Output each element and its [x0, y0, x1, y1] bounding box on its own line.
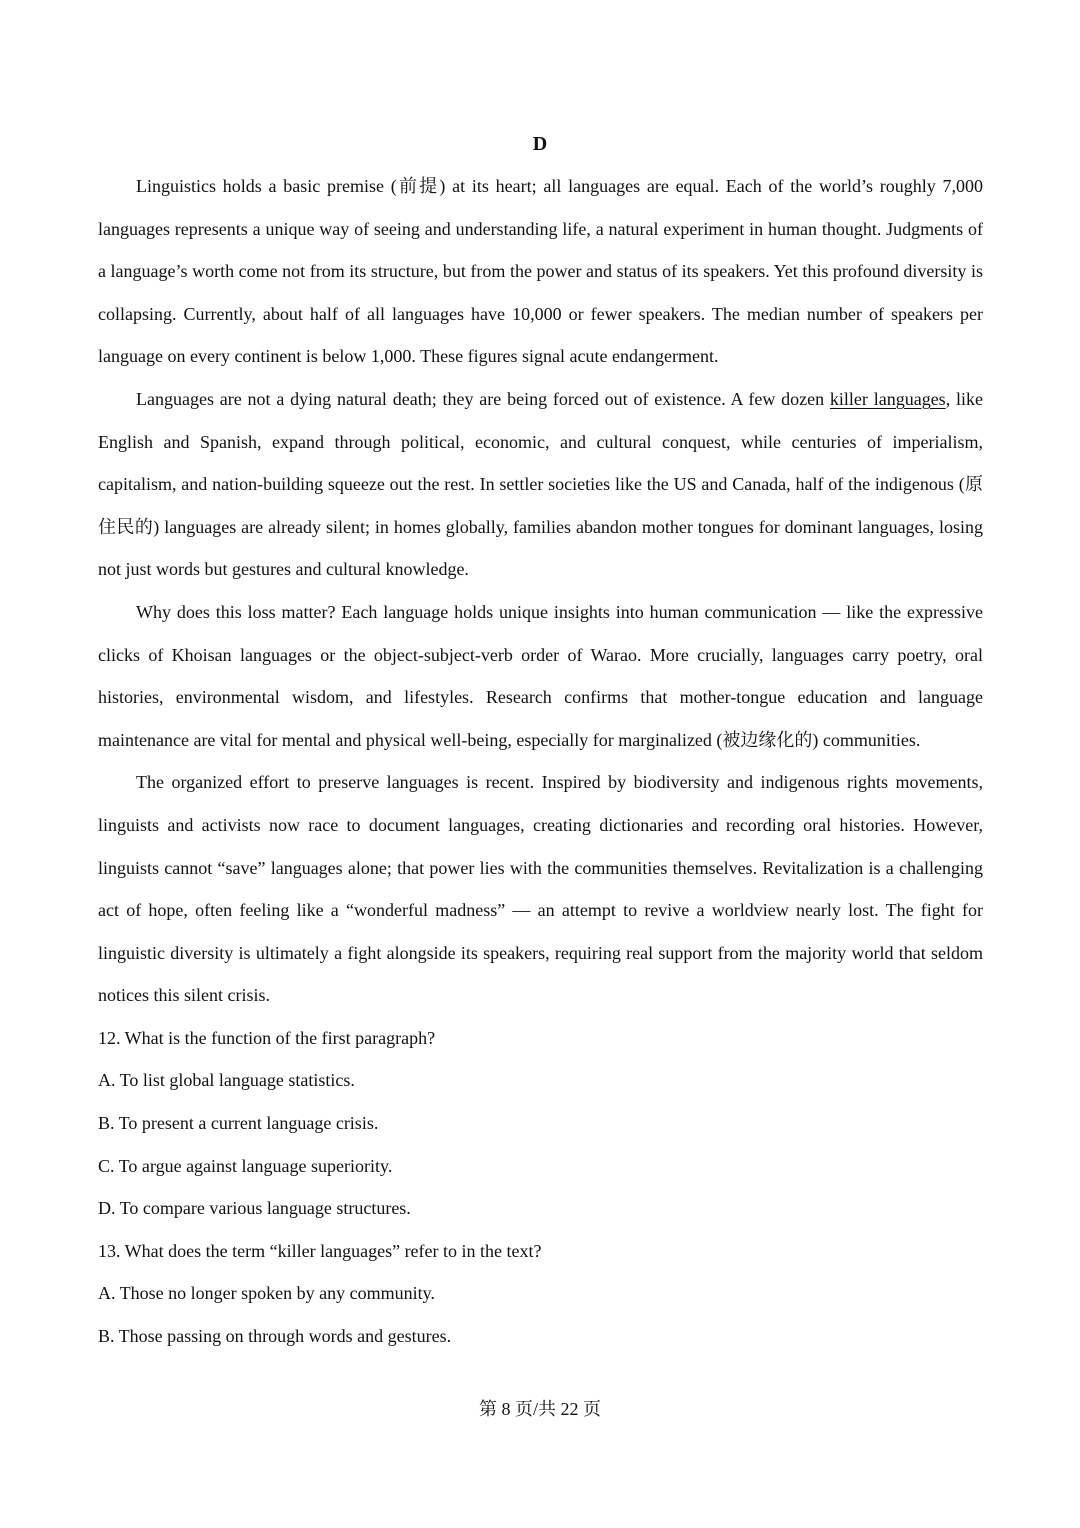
- question-12-option-d: D. To compare various language structures.: [98, 1198, 411, 1219]
- question-12: [98, 1017, 983, 1230]
- question-12-option-a: A. To list global language statistics.: [98, 1070, 355, 1091]
- page-footer: 第 8 页/共 22 页: [478, 1399, 601, 1419]
- paragraph-2: [98, 378, 983, 591]
- question-12-stem: 12. What is the function of the first paragraph?: [98, 1027, 436, 1048]
- paragraph-3: Why does this loss matter? Each language holds unique insights into human communication — like the expressive clicks of Khoisan languages or the object-subject-verb order of Warao. More crucially, languages carry poetry, oral histories, environmental wisdom, and lifestyles. Research confirms that mother-tongue education and language maintenance are vital for mental and physical well-being, especially for marginalized (被边缘化的) communities.: [98, 601, 983, 750]
- paragraph-2-text-after: , like English and Spanish, expand through political, economic, and cultural conquest, while centuries of imperialism, capitalism, and nation-building squeeze out the rest. In settler societies like the US and Canada, half of the indigenous (原住民的) languages are already silent; in homes globally, families abandon mother tongues for dominant languages, losing not just words but gestures and cultural knowledge.: [98, 388, 983, 580]
- question-13-option-a: A. Those no longer spoken by any community.: [98, 1283, 435, 1304]
- paragraph-2-text-before: Languages are not a dying natural death; they are being forced out of existence. A few dozen: [136, 388, 830, 409]
- question-12-option-c: C. To argue against language superiority.: [98, 1155, 393, 1176]
- paragraph-1: Linguistics holds a basic premise (前提) at its heart; all languages are equal. Each of the world’s roughly 7,000 languages represents a unique way of seeing and understanding life, a natural experiment in human thought. Judgments of a language’s worth come not from its structure, but from the power and status of its speakers. Yet this profound diversity is collapsing. Currently, about half of all languages have 10,000 or fewer speakers. The median number of speakers per language on every continent is below 1,000. These figures signal acute endangerment.: [98, 176, 983, 367]
- question-13: [98, 1230, 983, 1358]
- killer-languages-underlined: killer languages: [829, 388, 946, 409]
- question-12-option-b: B. To present a current language crisis.: [98, 1113, 379, 1134]
- question-13-option-b: B. Those passing on through words and gestures.: [98, 1326, 452, 1347]
- section-heading: D: [532, 133, 548, 155]
- passage-content: [98, 165, 983, 1358]
- question-13-stem: 13. What does the term “killer languages” refer to in the text?: [98, 1240, 542, 1261]
- paragraph-4: The organized effort to preserve languages is recent. Inspired by biodiversity and indigenous rights movements, linguists and activists now race to document languages, creating dictionaries and recording oral histories. However, linguists cannot “save” languages alone; that power lies with the communities themselves. Revitalization is a challenging act of hope, often feeling like a “wonderful madness” — an attempt to revive a worldview nearly lost. The fight for linguistic diversity is ultimately a fight alongside its speakers, requiring real support from the majority world that seldom notices this silent crisis.: [98, 772, 983, 1006]
